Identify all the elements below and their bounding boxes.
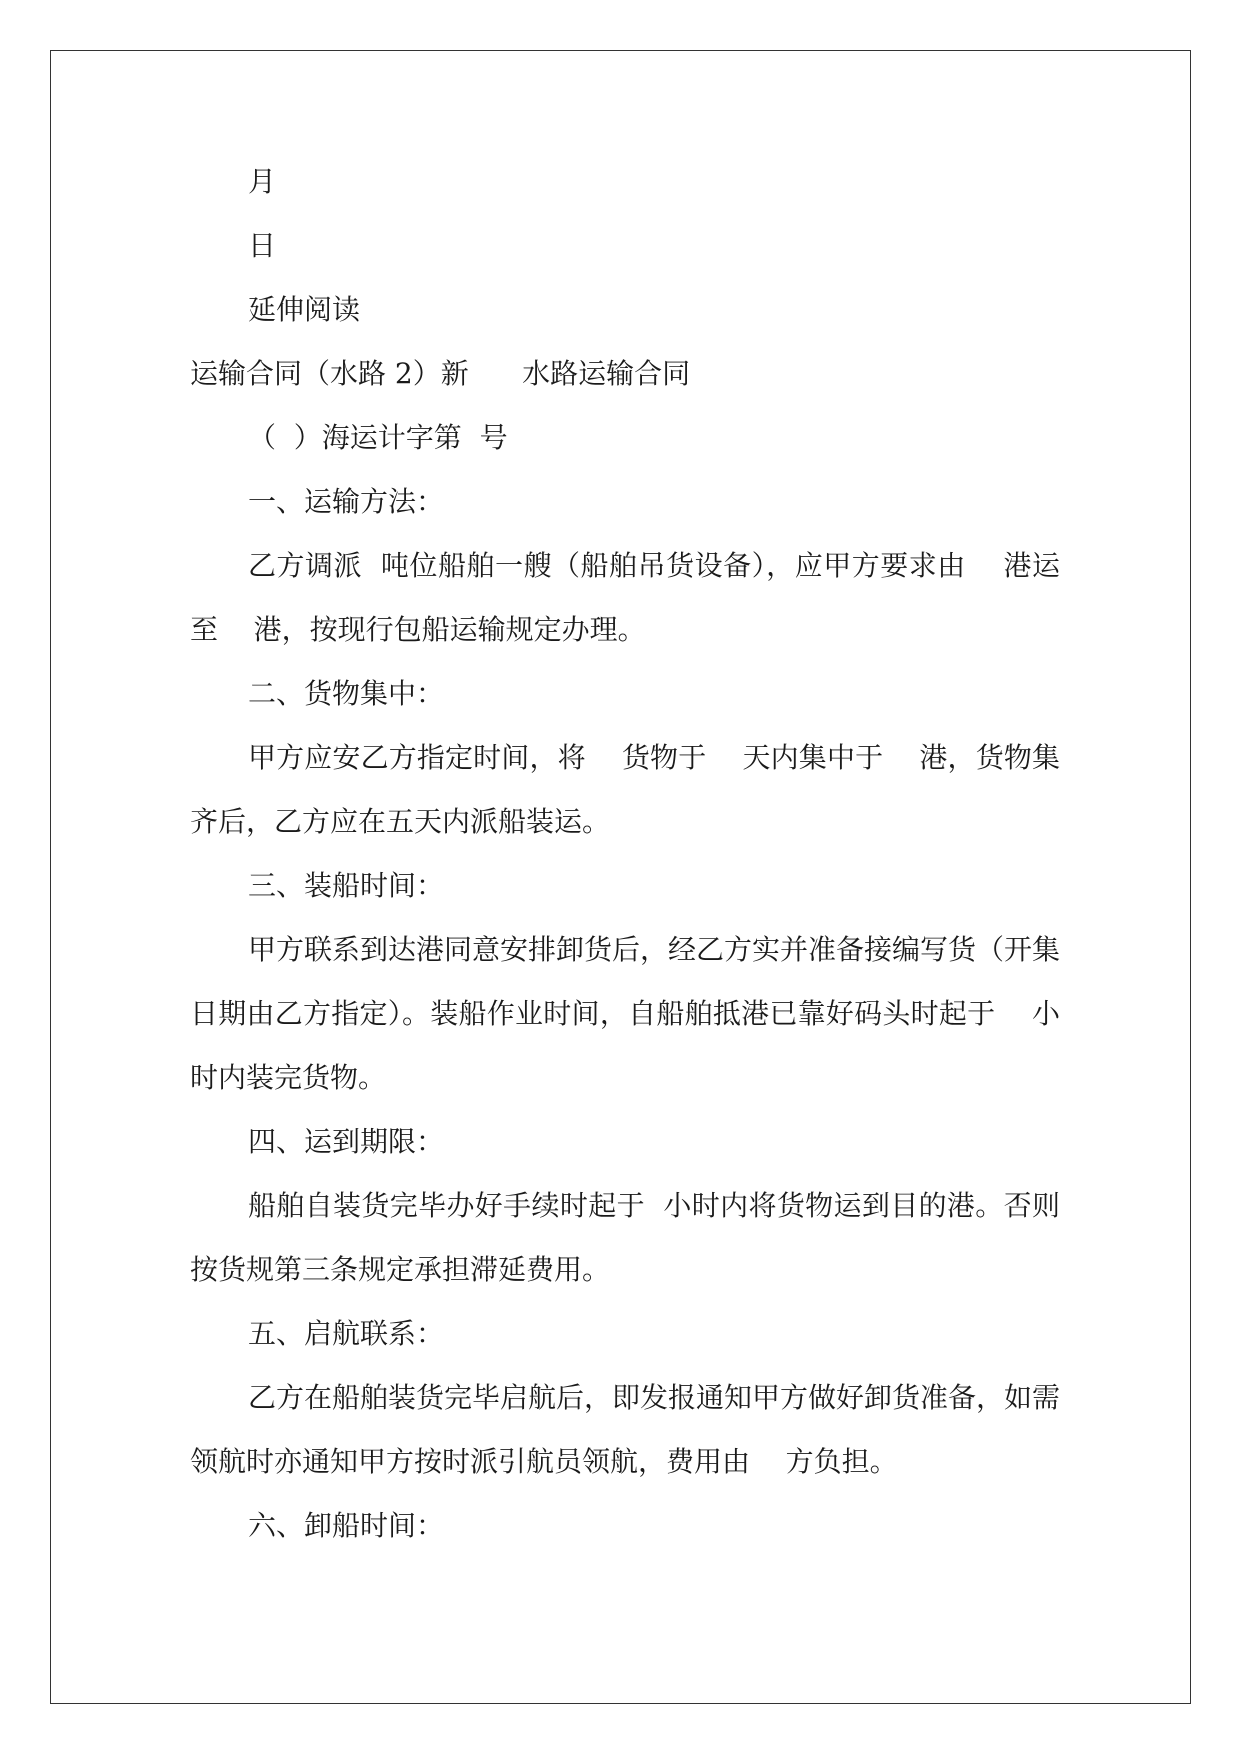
section-body-3: 甲方联系到达港同意安排卸货后，经乙方实并准备接编写货（开集日期由乙方指定）。装船作业时间，自船舶抵港已靠好码头时起于 小时内装完货物。: [190, 933, 1061, 1094]
contract-title: 运输合同（水路 2）新 水路运输合同: [190, 357, 691, 390]
document-body: [190, 150, 1060, 1558]
extended-reading-heading: 延伸阅读: [248, 293, 361, 326]
section-heading-3: 三、装船时间：: [248, 869, 445, 902]
date-month: 月: [248, 165, 277, 198]
section-body-4: 船舶自装货完毕办好手续时起于 小时内将货物运到目的港。否则按货规第三条规定承担滞延费用。: [190, 1189, 1060, 1286]
section-heading-1: 一、运输方法：: [248, 485, 445, 518]
section-heading-2: 二、货物集中：: [248, 677, 445, 710]
section-body-1: 乙方调派 吨位船舶一艘（船舶吊货设备），应甲方要求由 港运至 港，按现行包船运输规定办理。: [190, 549, 1060, 646]
section-body-2: 甲方应安乙方指定时间，将 货物于 天内集中于 港，货物集齐后，乙方应在五天内派船装运。: [190, 741, 1060, 838]
section-heading-6: 六、卸船时间：: [248, 1509, 445, 1542]
section-body-5: 乙方在船舶装货完毕启航后，即发报通知甲方做好卸货准备，如需领航时亦通知甲方按时派引航员领航，费用由 方负担。: [190, 1381, 1061, 1478]
section-heading-5: 五、启航联系：: [248, 1317, 445, 1350]
date-day: 日: [248, 229, 277, 262]
section-heading-4: 四、运到期限：: [248, 1125, 445, 1158]
contract-number: （ ）海运计字第 号: [248, 421, 508, 454]
